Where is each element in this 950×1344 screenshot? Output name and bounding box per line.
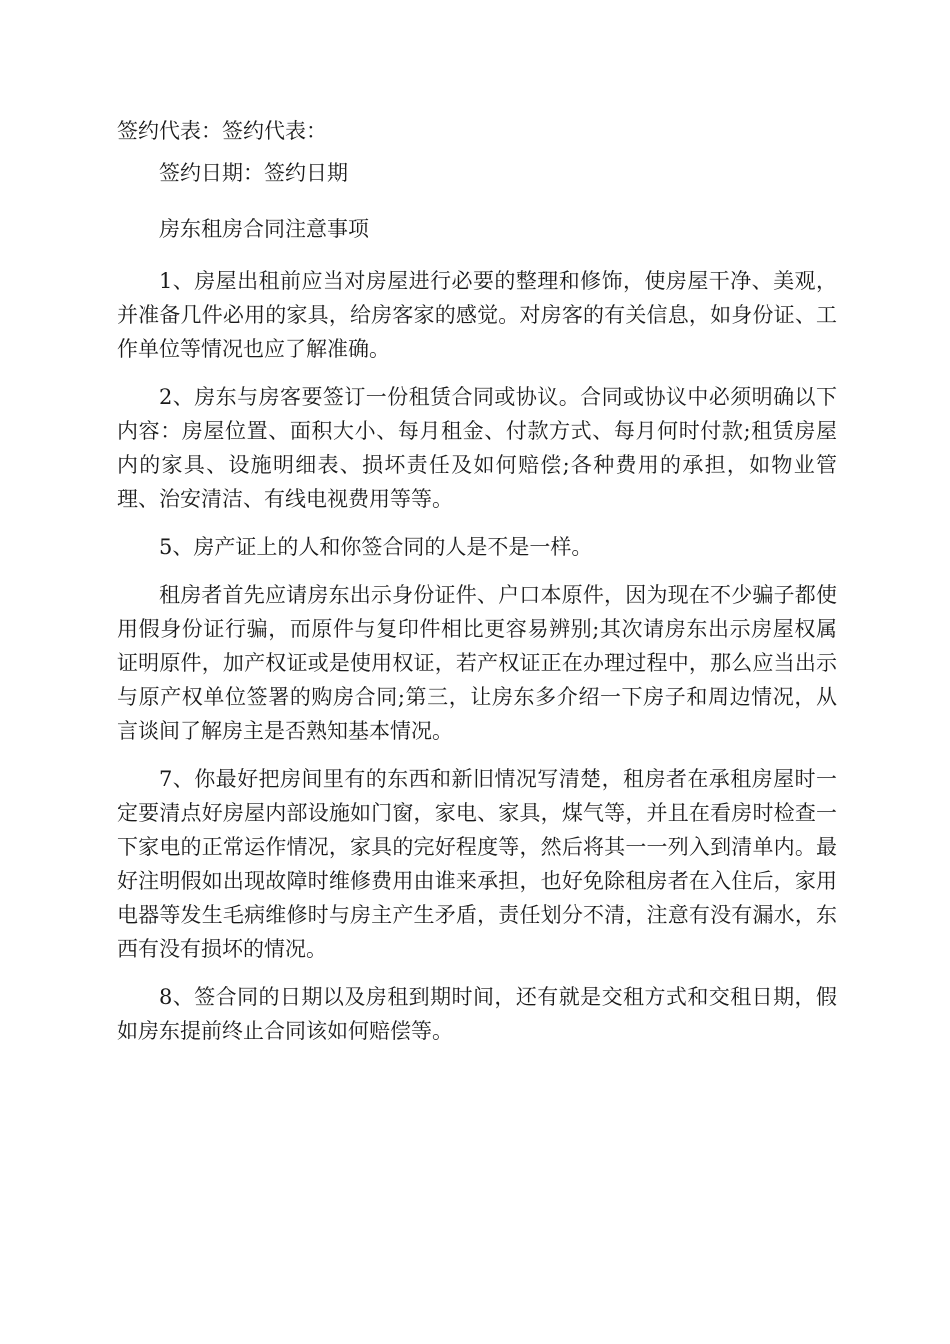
paragraph-1: 1、房屋出租前应当对房屋进行必要的整理和修饰，使房屋干净、美观，并准备几件必用的家具，给房客家的感觉。对房客的有关信息，如身份证、工作单位等情况也应了解准确。: [117, 269, 837, 361]
document-page: [117, 110, 837, 1062]
paragraph-8: 8、签合同的日期以及房租到期时间，还有就是交租方式和交租日期，假如房东提前终止合同该如何赔偿等。: [117, 985, 837, 1043]
paragraph-renter-checks: 租房者首先应请房东出示身份证件、户口本原件，因为现在不少骗子都使用假身份证行骗，而原件与复印件相比更容易辨别;其次请房东出示房屋权属证明原件，加产权证或是使用权证，若产权证正在办理过程中，那么应当出示与原产权单位签署的购房合同;第三，让房东多介绍一下房子和周边情况，从言谈间了解房主是否熟知基本情况。: [117, 583, 837, 743]
section-heading: 房东租房合同注意事项: [159, 217, 369, 241]
paragraph-2: 2、房东与房客要签订一份租赁合同或协议。合同或协议中必须明确以下内容：房屋位置、面积大小、每月租金、付款方式、每月何时付款;租赁房屋内的家具、设施明细表、损坏责任及如何赔偿;各种费用的承担，如物业管理、治安清洁、有线电视费用等等。: [117, 385, 837, 511]
signer-line: 签约代表：签约代表：: [117, 119, 327, 143]
paragraph-5: 5、房产证上的人和你签合同的人是不是一样。: [159, 535, 593, 559]
paragraph-7: 7、你最好把房间里有的东西和新旧情况写清楚，租房者在承租房屋时一定要清点好房屋内部设施如门窗，家电、家具，煤气等，并且在看房时检查一下家电的正常运作情况，家具的完好程度等，然后将其一一列入到清单内。最好注明假如出现故障时维修费用由谁来承担，也好免除租房者在入住后，家用电器等发生毛病维修时与房主产生矛盾，责任划分不清，注意有没有漏水，东西有没有损坏的情况。: [117, 767, 837, 961]
date-line: 签约日期：签约日期: [159, 161, 348, 185]
